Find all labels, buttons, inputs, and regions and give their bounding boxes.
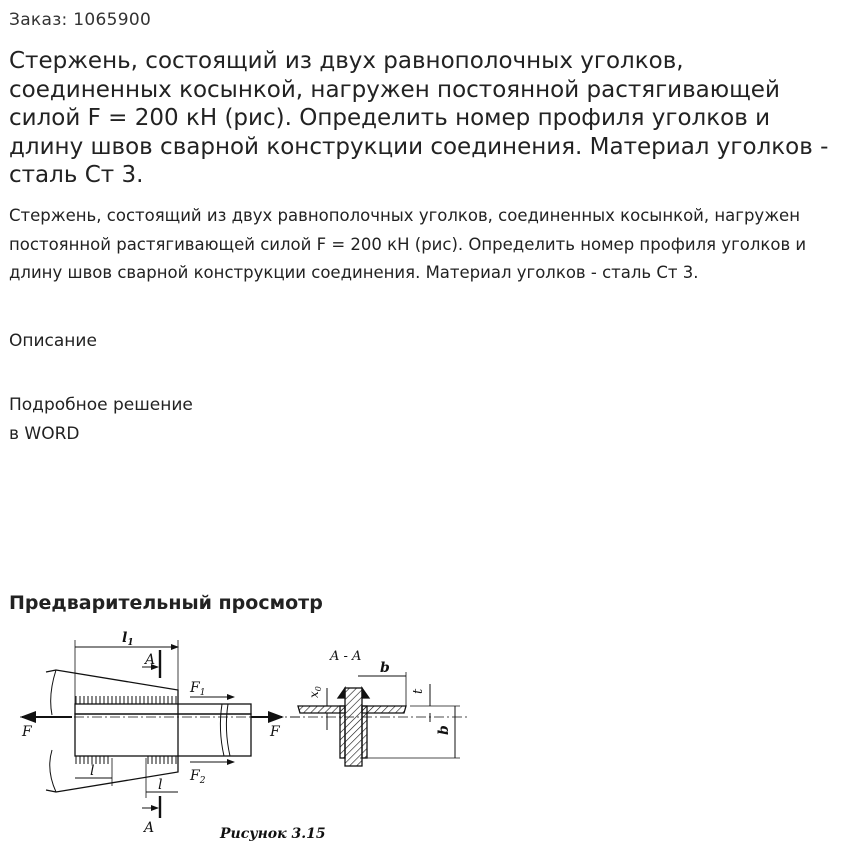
left-flange — [298, 706, 345, 713]
figure-caption: Рисунок 3.15 — [220, 826, 326, 842]
label-x0: $x_0$ — [307, 686, 323, 698]
label-f1: $F_1$ — [190, 680, 206, 698]
label-l-mid: l — [158, 777, 163, 793]
gusset-break-line — [50, 670, 56, 792]
label-f-right: F — [270, 724, 280, 740]
section-view — [290, 672, 470, 766]
weld-upper — [76, 696, 176, 704]
preview-figure — [0, 620, 480, 852]
label-section: A - A — [330, 649, 362, 664]
angle-body — [75, 714, 251, 756]
gusset-section — [345, 688, 362, 766]
solution-line-2: в WORD — [9, 423, 80, 444]
preview-heading: Предварительный просмотр — [9, 592, 323, 614]
label-b-right: b — [436, 725, 452, 735]
task-title: Стержень, состоящий из двух равнополочных уголков, соединенных косынкой, нагружен постоянной растягивающей силой F = 200 кН (рис). Определить номер профиля уголков и длину швов сварной конструкции соединения. Материал уголков - сталь Ст 3. — [9, 48, 829, 188]
label-f-left: F — [22, 724, 32, 740]
order-number: Заказ: 1065900 — [9, 10, 152, 30]
label-a-top: A — [145, 652, 156, 668]
label-l1: $l_1$ — [122, 630, 134, 648]
description-label: Описание — [9, 331, 97, 351]
angle-upper-flange — [75, 704, 251, 714]
bar-break — [220, 704, 230, 756]
label-a-bottom: A — [144, 820, 155, 836]
label-t: t — [411, 688, 426, 694]
solution-line-1: Подробное решение — [9, 395, 193, 415]
label-b-top: b — [380, 660, 390, 676]
label-f2: $F_2$ — [190, 768, 206, 786]
solution-info — [9, 391, 193, 448]
label-l-left: l — [90, 763, 95, 779]
task-body: Стержень, состоящий из двух равнополочных уголков, соединенных косынкой, нагружен постоянной растягивающей силой F = 200 кН (рис). Определить номер профиля уголков и длину швов сварной конструкции соединения. Материал уголков - сталь Ст 3. — [9, 206, 807, 282]
right-flange — [362, 706, 406, 713]
weld-lower-right — [148, 756, 176, 764]
